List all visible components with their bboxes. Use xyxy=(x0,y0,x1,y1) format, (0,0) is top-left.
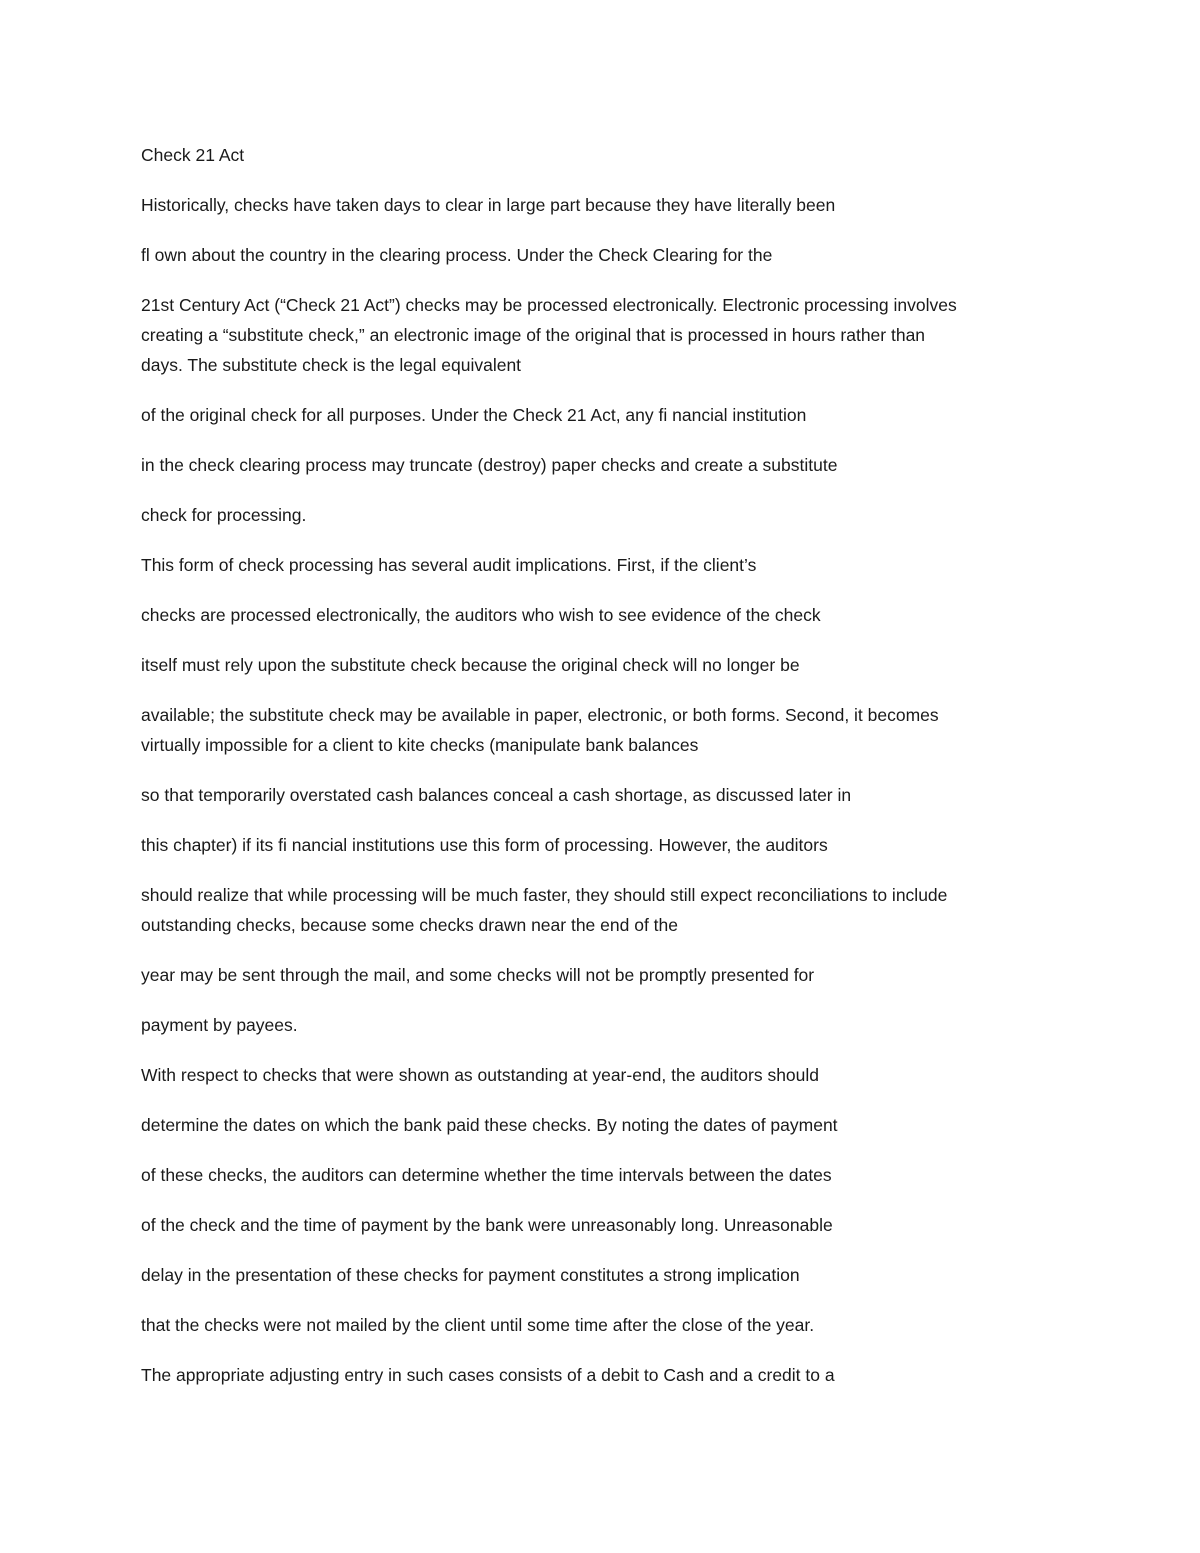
document-title xyxy=(141,140,1071,170)
paragraph xyxy=(141,290,1071,380)
text-line: of the original check for all purposes. Under the Check 21 Act, any fi nancial institution xyxy=(141,405,807,425)
paragraph xyxy=(141,1110,1071,1140)
text-line: so that temporarily overstated cash balances conceal a cash shortage, as discussed later in xyxy=(141,785,852,805)
text-line: that the checks were not mailed by the client until some time after the close of the year. xyxy=(141,1315,815,1335)
text-line: available; the substitute check may be available in paper, electronic, or both forms. Second, it becomes xyxy=(141,705,939,725)
paragraph xyxy=(141,700,1071,760)
text-line: The appropriate adjusting entry in such cases consists of a debit to Cash and a credit to a xyxy=(141,1365,835,1385)
paragraph xyxy=(141,960,1071,990)
text-line: With respect to checks that were shown as outstanding at year-end, the auditors should xyxy=(141,1065,820,1085)
text-line: days. The substitute check is the legal equivalent xyxy=(141,355,522,375)
text-line: payment by payees. xyxy=(141,1015,298,1035)
text-line: virtually impossible for a client to kite checks (manipulate bank balances xyxy=(141,735,699,755)
title-line: Check 21 Act xyxy=(141,145,245,165)
text-line: should realize that while processing will be much faster, they should still expect reconciliations to include xyxy=(141,885,948,905)
text-line: fl own about the country in the clearing process. Under the Check Clearing for the xyxy=(141,245,773,265)
paragraph xyxy=(141,600,1071,630)
text-line: in the check clearing process may truncate (destroy) paper checks and create a substitute xyxy=(141,455,838,475)
paragraph xyxy=(141,780,1071,810)
text-line: delay in the presentation of these checks for payment constitutes a strong implication xyxy=(141,1265,800,1285)
paragraph xyxy=(141,880,1071,940)
paragraph xyxy=(141,550,1071,580)
paragraph xyxy=(141,400,1071,430)
text-line: checks are processed electronically, the auditors who wish to see evidence of the check xyxy=(141,605,821,625)
paragraph xyxy=(141,1360,1071,1390)
text-line: creating a “substitute check,” an electronic image of the original that is processed in hours rather than xyxy=(141,325,926,345)
text-line: outstanding checks, because some checks drawn near the end of the xyxy=(141,915,678,935)
paragraph xyxy=(141,450,1071,480)
text-line: determine the dates on which the bank paid these checks. By noting the dates of payment xyxy=(141,1115,838,1135)
paragraph xyxy=(141,1310,1071,1340)
paragraph xyxy=(141,1060,1071,1090)
text-line: year may be sent through the mail, and some checks will not be promptly presented for xyxy=(141,965,815,985)
paragraph xyxy=(141,650,1071,680)
paragraph xyxy=(141,1160,1071,1190)
text-line: of the check and the time of payment by the bank were unreasonably long. Unreasonable xyxy=(141,1215,833,1235)
paragraph xyxy=(141,500,1071,530)
paragraph xyxy=(141,240,1071,270)
paragraph xyxy=(141,1210,1071,1240)
document-body xyxy=(141,140,1071,1410)
paragraph xyxy=(141,830,1071,860)
text-line: this chapter) if its fi nancial institutions use this form of processing. However, the auditors xyxy=(141,835,828,855)
text-line: check for processing. xyxy=(141,505,307,525)
text-line: 21st Century Act (“Check 21 Act”) checks may be processed electronically. Electronic processing involves xyxy=(141,295,957,315)
paragraph xyxy=(141,1010,1071,1040)
text-line: This form of check processing has several audit implications. First, if the client’s xyxy=(141,555,757,575)
text-line: Historically, checks have taken days to clear in large part because they have literally been xyxy=(141,195,836,215)
paragraph xyxy=(141,190,1071,220)
text-line: of these checks, the auditors can determine whether the time intervals between the dates xyxy=(141,1165,832,1185)
paragraph xyxy=(141,1260,1071,1290)
text-line: itself must rely upon the substitute check because the original check will no longer be xyxy=(141,655,800,675)
